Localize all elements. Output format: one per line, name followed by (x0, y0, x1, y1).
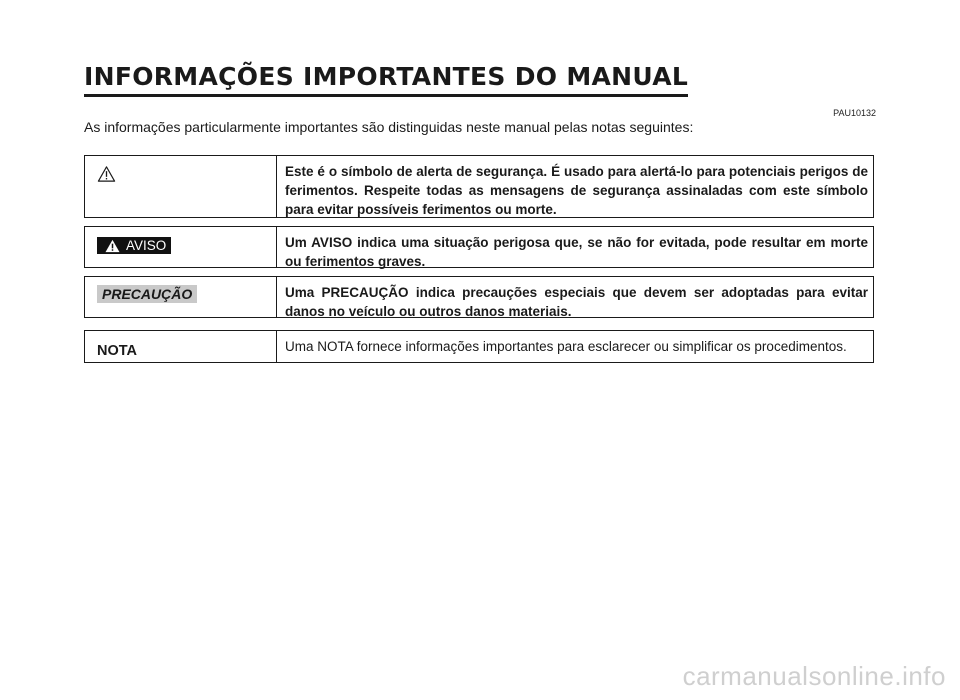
intro-text: As informações particularmente importantes são distinguidas neste manual pelas notas seguintes: (84, 119, 694, 135)
precaucao-notice-label-cell (85, 277, 277, 317)
precaucao-notice-text: Uma PRECAUÇÃO indica precauções especiais que devem ser adoptadas para evitar danos no veículo ou outros danos materiais. (285, 285, 868, 319)
aviso-notice-label-cell (85, 227, 277, 267)
nota-notice-label-cell (85, 331, 277, 362)
watermark: carmanualsonline.info (682, 661, 946, 691)
safety-notice-text: Este é o símbolo de alerta de segurança. É usado para alertá-lo para potenciais perigos de ferimentos. Respeite todas as mensagens de segurança assinaladas com este símbolo para evitar possíveis ferimentos ou morte. (285, 164, 868, 217)
warning-icon (105, 239, 120, 253)
page-title: INFORMAÇÕES IMPORTANTES DO MANUAL (84, 62, 688, 97)
safety-alert-icon (97, 165, 116, 183)
nota-notice-text: Uma NOTA fornece informações importantes para esclarecer ou simplificar os procedimentos. (285, 339, 847, 354)
precaucao-notice-box (84, 276, 874, 318)
nota-notice-box (84, 330, 874, 363)
aviso-notice-text: Um AVISO indica uma situação perigosa que, se não for evitada, pode resultar em morte ou ferimentos graves. (285, 235, 868, 269)
nota-label: NOTA (97, 343, 138, 359)
aviso-label: AVISO (126, 238, 167, 253)
aviso-notice-box (84, 226, 874, 268)
safety-notice-label-cell (85, 156, 277, 217)
safety-notice-box (84, 155, 874, 218)
document-code: PAU10132 (833, 108, 876, 118)
aviso-badge (97, 237, 171, 254)
precaucao-label: PRECAUÇÃO (97, 285, 197, 303)
